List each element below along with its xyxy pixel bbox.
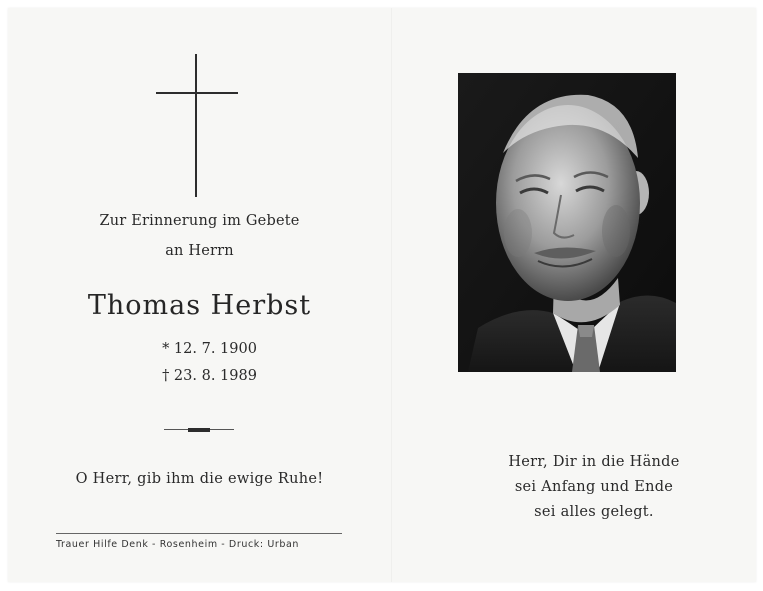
birth-date: * 12. 7. 1900	[162, 341, 257, 357]
left-panel	[8, 8, 391, 582]
intro-line-1: Zur Erinnerung im Gebete	[99, 213, 300, 229]
death-date: † 23. 8. 1989	[162, 368, 257, 384]
verse-line-3: sei alles gelegt.	[534, 504, 654, 520]
memorial-card	[8, 8, 756, 582]
cross-icon	[156, 54, 238, 197]
right-panel	[392, 8, 756, 582]
divider-ornament	[164, 428, 234, 432]
verse-line-2: sei Anfang und Ende	[514, 479, 674, 495]
printer-credit: Trauer Hilfe Denk - Rosenheim - Druck: Urban	[56, 539, 300, 550]
deceased-name: Thomas Herbst	[87, 290, 312, 321]
verse-line-1: Herr, Dir in die Hände	[508, 454, 680, 470]
footer-divider	[56, 533, 342, 534]
portrait-photo	[458, 73, 676, 372]
prayer-line: O Herr, gib ihm die ewige Ruhe!	[75, 471, 324, 487]
intro-line-2: an Herrn	[165, 243, 234, 259]
